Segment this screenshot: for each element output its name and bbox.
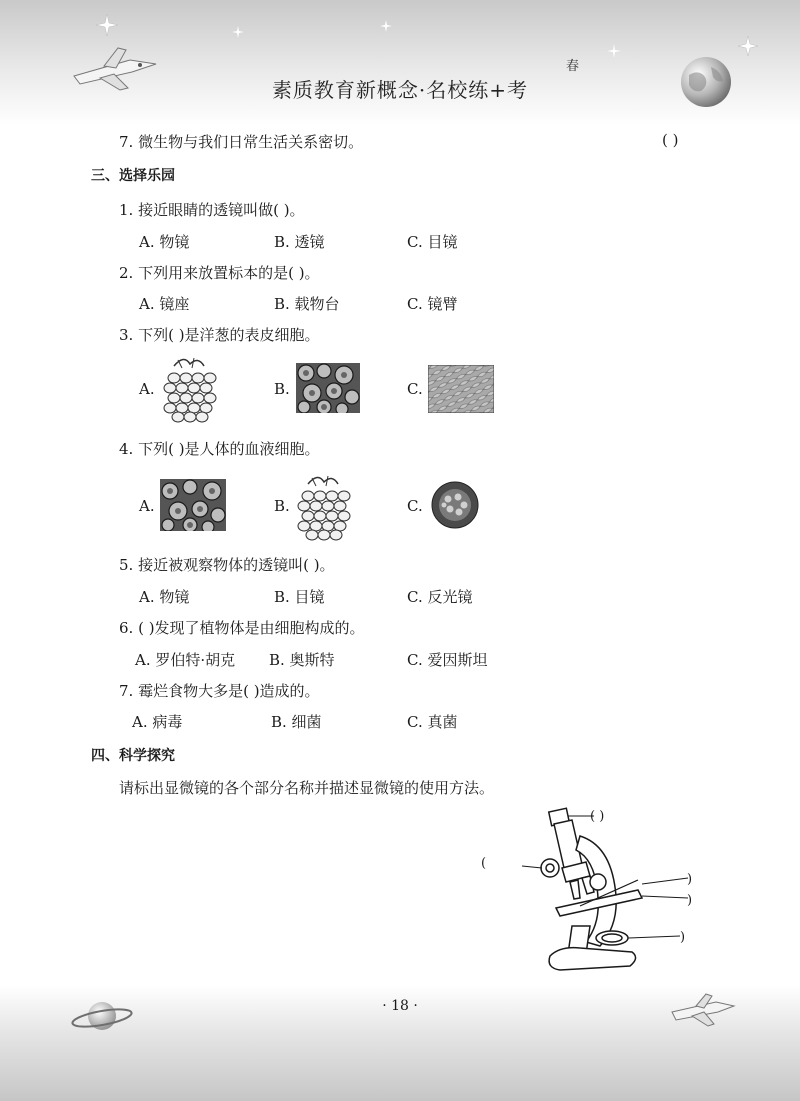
sparkle-icon (96, 14, 118, 36)
section-4-title: 四、科学探究 (91, 748, 175, 764)
question-3-option-c: C. (407, 380, 423, 398)
question-2-stem: 2. 下列用来放置标本的是( )。 (119, 264, 320, 282)
question-5-option-c: C. 反光镜 (407, 588, 473, 606)
question-4-option-a: A. (139, 497, 155, 515)
question-3-option-b: B. (274, 380, 290, 398)
question-2-option-b: B. 载物台 (274, 295, 340, 313)
question-7-option-a: A. 病毒 (132, 713, 183, 731)
question-3-stem: 3. 下列( )是洋葱的表皮细胞。 (119, 326, 320, 344)
sparkle-icon (380, 20, 392, 32)
round-cell-image (430, 479, 480, 531)
blood-cells-image (160, 479, 226, 531)
question-6-stem: 6. ( )发现了植物体是由细胞构成的。 (119, 619, 365, 637)
sparkle-icon (738, 36, 758, 56)
microscope-label-right-2: ) (687, 893, 693, 908)
microscope-diagram (520, 806, 693, 978)
answer-box: ( ) (662, 131, 679, 149)
onion-epidermis-image (428, 365, 494, 413)
question-3-option-a: A. (139, 380, 155, 398)
question-6-option-b: B. 奥斯特 (269, 651, 335, 669)
question-7-option-b: B. 细菌 (271, 713, 322, 731)
question-1-option-b: B. 透镜 (274, 233, 325, 251)
microscope-label-right-3: ) (680, 930, 686, 945)
microscope-label-left: ( (481, 856, 487, 871)
header-title: 素质教育新概念·名校练+考 (271, 78, 529, 102)
question-4-option-b: B. (274, 497, 290, 515)
sparkle-icon (607, 44, 621, 58)
question-2-option-c: C. 镜臂 (407, 295, 458, 313)
question-5-option-a: A. 物镜 (139, 588, 190, 606)
question-5-stem: 5. 接近被观察物体的透镜叫( )。 (119, 556, 335, 574)
question-7-option-c: C. 真菌 (407, 713, 458, 731)
header-season: 春 (566, 59, 580, 74)
question-2-option-a: A. 镜座 (139, 295, 190, 313)
question-4-stem: 4. 下列( )是人体的血液细胞。 (119, 440, 320, 458)
microscope-label-right-1: ) (687, 872, 693, 887)
question-6-option-c: C. 爱因斯坦 (407, 651, 488, 669)
question-1-option-c: C. 目镜 (407, 233, 458, 251)
section-4-instruction: 请标出显微镜的各个部分名称并描述显微镜的使用方法。 (119, 779, 495, 797)
stacked-cell-image (294, 472, 352, 542)
section-3-title: 三、选择乐园 (91, 168, 175, 184)
true-false-question-7: 7. 微生物与我们日常生活关系密切。 (119, 133, 364, 151)
question-1-option-a: A. 物镜 (139, 233, 190, 251)
microscope-label-eyepiece: ( ) (590, 809, 605, 824)
question-1-stem: 1. 接近眼睛的透镜叫做( )。 (119, 201, 305, 219)
blood-cells-image (296, 363, 360, 413)
question-4-option-c: C. (407, 497, 423, 515)
sparkle-icon (232, 26, 244, 38)
question-6-option-a: A. 罗伯特·胡克 (135, 651, 236, 669)
page-number: · 18 · (382, 998, 418, 1014)
question-7-stem: 7. 霉烂食物大多是( )造成的。 (119, 682, 320, 700)
stacked-cell-image (160, 354, 218, 424)
question-5-option-b: B. 目镜 (274, 588, 325, 606)
